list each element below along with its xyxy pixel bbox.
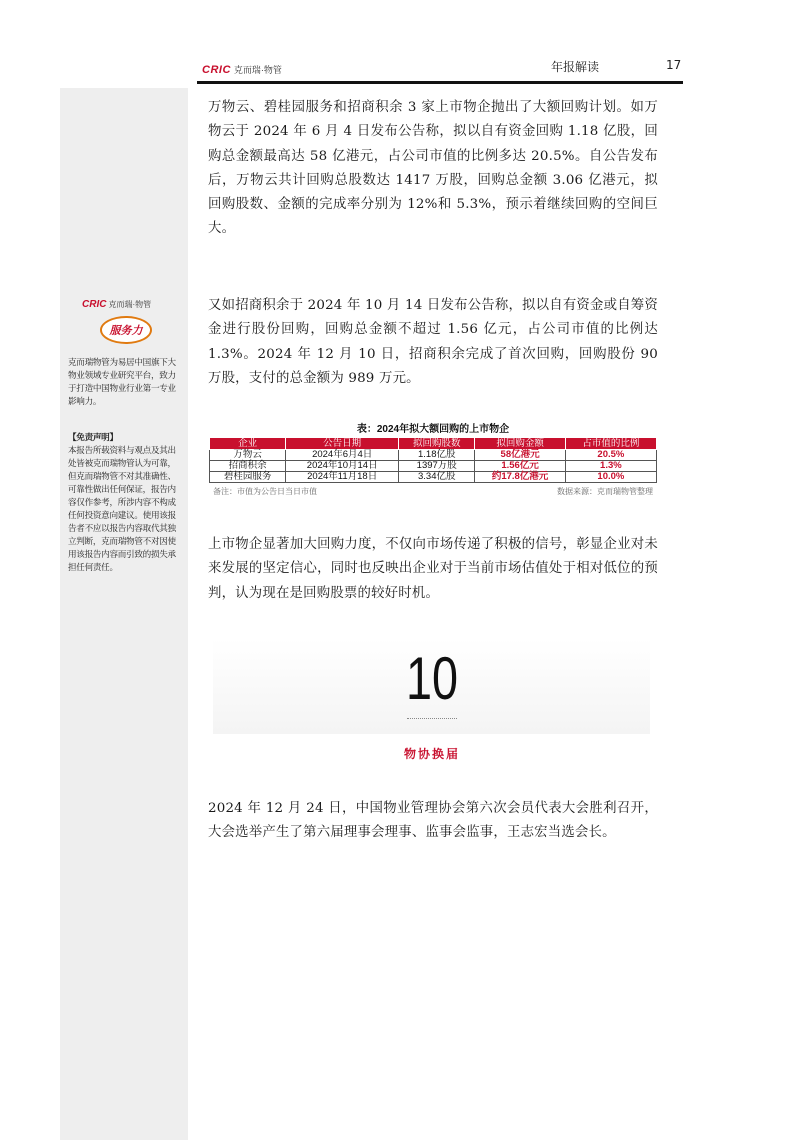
table-header-cell: 占市值的比例: [565, 438, 656, 450]
section-number: 10: [405, 645, 459, 712]
table-cell: 约17.8亿港元: [475, 472, 565, 483]
table-cell: 58亿港元: [475, 450, 565, 461]
paragraph-cmsk-buyback: 又如招商积余于 2024 年 10 月 14 日发布公告称，拟以自有资金或自筹资金进行股份回购，回购总金额不超过 1.56 亿元，占公司市值的比例达 1.3%。2024 年 12 月 10 日，招商积余完成了首次回购，回购股份 90 万股，支付的总金额为 989 万元。: [208, 298, 658, 386]
paragraph-association-election: 2024 年 12 月 24 日，中国物业管理协会第六次会员代表大会胜利召开，大会选举产生了第六届理事会理事、监事会监事，王志宏当选会长。: [208, 801, 658, 841]
table-cell: 2024年10月14日: [286, 461, 399, 472]
table-source: 数据来源：克而瑞物管整理: [557, 487, 653, 496]
table-header-cell: 企业: [210, 438, 286, 450]
table-row: [210, 461, 657, 472]
table-cell: 1.3%: [565, 461, 656, 472]
header-divider: [197, 81, 683, 84]
table-header-row: [210, 438, 657, 450]
sidebar-about: 克而瑞物管为易居中国旗下大物业领域专业研究平台，致力于打造中国物业行业第一专业影响力。: [68, 358, 176, 407]
table-notes: [209, 486, 657, 497]
header-logo: [202, 63, 282, 76]
page-number: 17: [666, 58, 682, 72]
sidebar-logo: [82, 299, 151, 310]
table-cell: 碧桂园服务: [210, 472, 286, 483]
header-logo-name: 克而瑞·物管: [233, 65, 282, 75]
table-cell: 招商积余: [210, 461, 286, 472]
buyback-table: [209, 437, 657, 483]
sidebar: [60, 88, 188, 1140]
header-section-title: 年报解读: [551, 60, 600, 74]
service-badge-label: 服务力: [109, 325, 143, 337]
disclaimer-text: 本报告所载资料与观点及其出处皆被克而瑞物管认为可靠，但克而瑞物管不对其准确性、可靠性做出任何保证，报告内容仅作参考，所涉内容不构成任何投资意向建议。使用该报告者不应以报告内容取代其独立判断，克而瑞物管不对因使用该报告内容而引致的损失承担任何责任。: [68, 446, 176, 573]
table-cell: 2024年6月4日: [286, 450, 399, 461]
sidebar-logo-name: 克而瑞·物管: [108, 300, 152, 309]
paragraph-buyback-signal: 上市物企显著加大回购力度，不仅向市场传递了积极的信号，彰显企业对未来发展的坚定信心，同时也反映出企业对于当前市场估值处于相对低位的预判，认为现在是回购股票的较好时机。: [208, 537, 658, 601]
table-cell: 1397万股: [399, 461, 475, 472]
buyback-table-figure: [209, 423, 657, 497]
table-header-cell: 公告日期: [286, 438, 399, 450]
table-header-cell: 拟回购股数: [399, 438, 475, 450]
table-cell: 1.18亿股: [399, 450, 475, 461]
table-title: 表：2024年拟大额回购的上市物企: [356, 424, 510, 435]
disclaimer-title: 【免责声明】: [68, 433, 118, 443]
paragraph-vanke-buyback: 万物云、碧桂园服务和招商积余 3 家上市物企抛出了大额回购计划。如万物云于 2024 年 6 月 4 日发布公告称，拟以自有资金回购 1.18 亿股，回购总金额最高达 58 亿港元，占公司市值的比例多达 20.5%。自公告发布后，万物云共计回购总股数达 1417 万股，回购总金额 3.06 亿港元，拟回购股数、金额的完成率分别为 12%和 5.3%，预示着继续回购的空间巨大。: [208, 100, 658, 237]
table-note: 备注：市值为公告日当日市值: [213, 487, 317, 496]
table-header-cell: 拟回购金额: [475, 438, 565, 450]
section-number-underline: [407, 718, 457, 719]
table-cell: 10.0%: [565, 472, 656, 483]
table-row: [210, 472, 657, 483]
table-cell: 万物云: [210, 450, 286, 461]
table-cell: 3.34亿股: [399, 472, 475, 483]
table-cell: 2024年11月18日: [286, 472, 399, 483]
table-cell: 20.5%: [565, 450, 656, 461]
service-badge-icon: [100, 316, 152, 344]
section-title: 物协换届: [403, 747, 460, 761]
table-cell: 1.56亿元: [475, 461, 565, 472]
table-row: [210, 450, 657, 461]
sidebar-logo-brand: CRIC: [82, 299, 107, 310]
header-logo-brand: CRIC: [202, 64, 231, 76]
